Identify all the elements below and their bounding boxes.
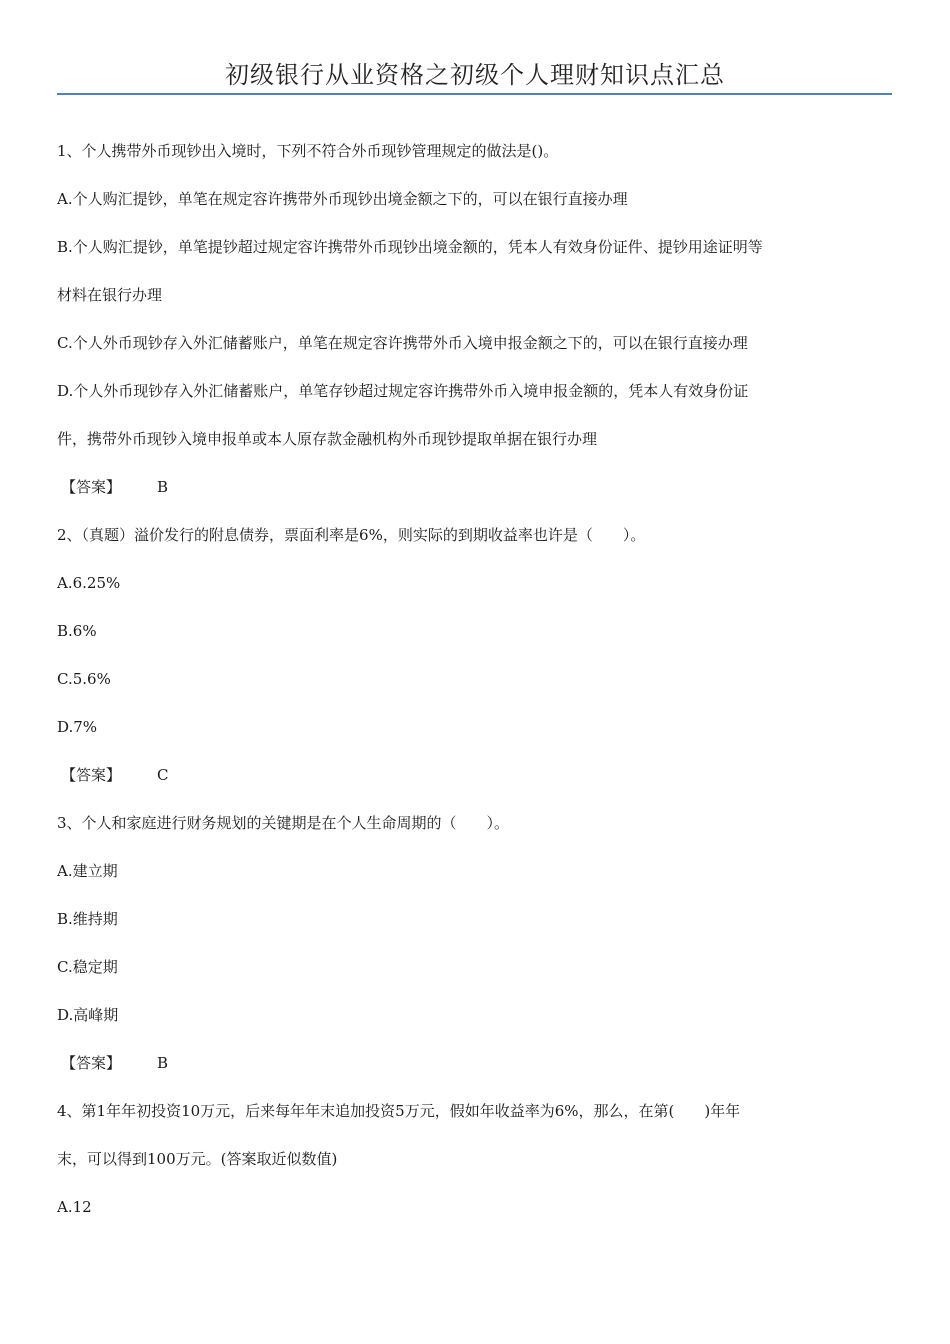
question-4-stem: 4、第1年年初投资10万元，后来每年年末追加投资5万元，假如年收益率为6%，那么，在第( )年年 xyxy=(57,1102,741,1120)
question-2 xyxy=(57,511,892,799)
question-2-option-a: A.6.25% xyxy=(57,574,121,592)
question-3-option-c: C.稳定期 xyxy=(57,958,118,976)
question-4-stem-cont: 末，可以得到100万元。(答案取近似数值) xyxy=(57,1150,338,1168)
question-3-option-b: B.维持期 xyxy=(57,910,118,928)
answer-value: B xyxy=(157,1054,169,1072)
question-2-answer xyxy=(57,751,892,799)
question-1-stem: 1、个人携带外币现钞出入境时，下列不符合外币现钞管理规定的做法是()。 xyxy=(57,142,559,160)
question-1-option-b: B.个人购汇提钞，单笔提钞超过规定容许携带外币现钞出境金额的，凭本人有效身份证件、提钞用途证明等 xyxy=(57,238,763,256)
question-1 xyxy=(57,127,892,511)
question-4-option-a: A.12 xyxy=(57,1198,92,1216)
question-1-option-c: C.个人外币现钞存入外汇储蓄账户，单笔在规定容许携带外币入境申报金额之下的，可以在银行直接办理 xyxy=(57,334,748,352)
question-list xyxy=(57,127,892,1231)
question-3-option-d: D.高峰期 xyxy=(57,1006,119,1024)
question-1-option-d: D.个人外币现钞存入外汇储蓄账户，单笔存钞超过规定容许携带外币入境申报金额的，凭本人有效身份证 xyxy=(57,382,749,400)
question-3-option-a: A.建立期 xyxy=(57,862,118,880)
question-1-option-d-cont: 件，携带外币现钞入境申报单或本人原存款金融机构外币现钞提取单据在银行办理 xyxy=(57,430,598,448)
question-4 xyxy=(57,1087,892,1231)
question-3-stem: 3、个人和家庭进行财务规划的关键期是在个人生命周期的（ ）。 xyxy=(57,814,510,832)
answer-value: C xyxy=(157,766,169,784)
question-2-option-b: B.6% xyxy=(57,622,97,640)
question-2-option-c: C.5.6% xyxy=(57,670,111,688)
question-2-stem: 2、（真题）溢价发行的附息债券，票面利率是6%，则实际的到期收益率也许是（ ）。 xyxy=(57,526,646,544)
answer-label: 【答案】 xyxy=(61,766,122,784)
question-1-option-b-cont: 材料在银行办理 xyxy=(57,286,163,304)
answer-label: 【答案】 xyxy=(61,1054,122,1072)
answer-label: 【答案】 xyxy=(61,478,122,496)
answer-value: B xyxy=(157,478,169,496)
question-3-answer xyxy=(57,1039,892,1087)
question-1-answer xyxy=(57,463,892,511)
page-title: 初级银行从业资格之初级个人理财知识点汇总 xyxy=(225,61,725,89)
title-divider xyxy=(57,93,892,95)
question-1-option-a: A.个人购汇提钞，单笔在规定容许携带外币现钞出境金额之下的，可以在银行直接办理 xyxy=(57,190,628,208)
question-2-option-d: D.7% xyxy=(57,718,98,736)
question-3 xyxy=(57,799,892,1087)
